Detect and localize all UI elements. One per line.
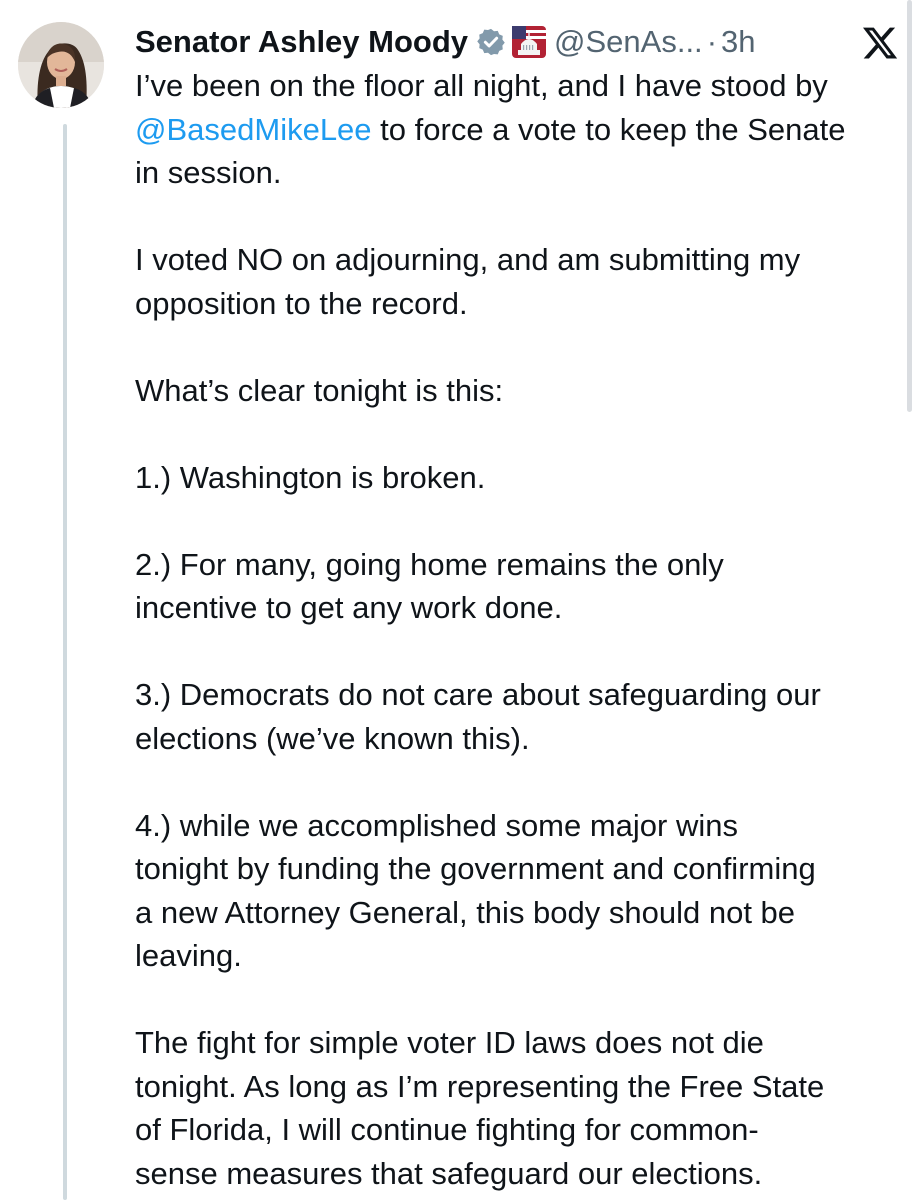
author-display-name[interactable]: Senator Ashley Moody	[135, 24, 469, 59]
profile-photo	[18, 22, 104, 108]
text-line: The fight for simple voter ID laws does not die	[135, 1025, 764, 1060]
paragraph-5	[135, 543, 905, 630]
post-timestamp[interactable]: 3h	[721, 24, 756, 59]
text-line: leaving.	[135, 938, 242, 973]
paragraph-4	[135, 456, 905, 500]
text-line: incentive to get any work done.	[135, 590, 563, 625]
paragraph-3	[135, 369, 905, 413]
text-line: I’ve been on the floor all night, and I have stood by	[135, 68, 828, 103]
text-line: What’s clear tonight is this:	[135, 372, 504, 408]
mention-link[interactable]: @BasedMikeLee	[135, 111, 372, 147]
paragraph-2	[135, 238, 905, 325]
avatar[interactable]	[18, 22, 104, 108]
post-text	[135, 64, 905, 1200]
text-line: of Florida, I will continue fighting for common-	[135, 1112, 759, 1147]
separator-dot: ·	[706, 24, 718, 59]
paragraph-1	[135, 64, 905, 195]
paragraph-8	[135, 1021, 905, 1195]
text-line: tonight by funding the government and confirming	[135, 851, 816, 886]
text-line: 1.) Washington is broken.	[135, 459, 486, 495]
text-line: 3.) Democrats do not care about safeguarding our	[135, 677, 821, 712]
text-line: sense measures that safeguard our elections.	[135, 1155, 763, 1191]
text-line: tonight. As long as I’m representing the Free State	[135, 1068, 825, 1104]
x-logo-icon[interactable]	[860, 24, 900, 62]
text-line: 2.) For many, going home remains the only	[135, 546, 724, 582]
text-line: to force a vote to keep the Senate	[380, 111, 846, 147]
text-line: a new Attorney General, this body should not be	[135, 894, 796, 930]
text-line: 4.) while we accomplished some major wins	[135, 807, 739, 843]
text-line: opposition to the record.	[135, 285, 468, 321]
verified-badge-icon[interactable]	[476, 27, 506, 57]
text-line: elections (we’ve known this).	[135, 720, 530, 756]
thread-line	[63, 124, 67, 1200]
text-line: I voted NO on adjourning, and am submitting my	[135, 242, 801, 277]
post-header	[135, 16, 756, 68]
text-line: in session.	[135, 155, 282, 190]
paragraph-6	[135, 673, 905, 760]
us-capitol-flag-icon	[512, 26, 546, 58]
paragraph-7	[135, 804, 905, 978]
scrollbar[interactable]	[907, 0, 912, 412]
author-handle[interactable]: @SenAs...	[554, 24, 703, 59]
